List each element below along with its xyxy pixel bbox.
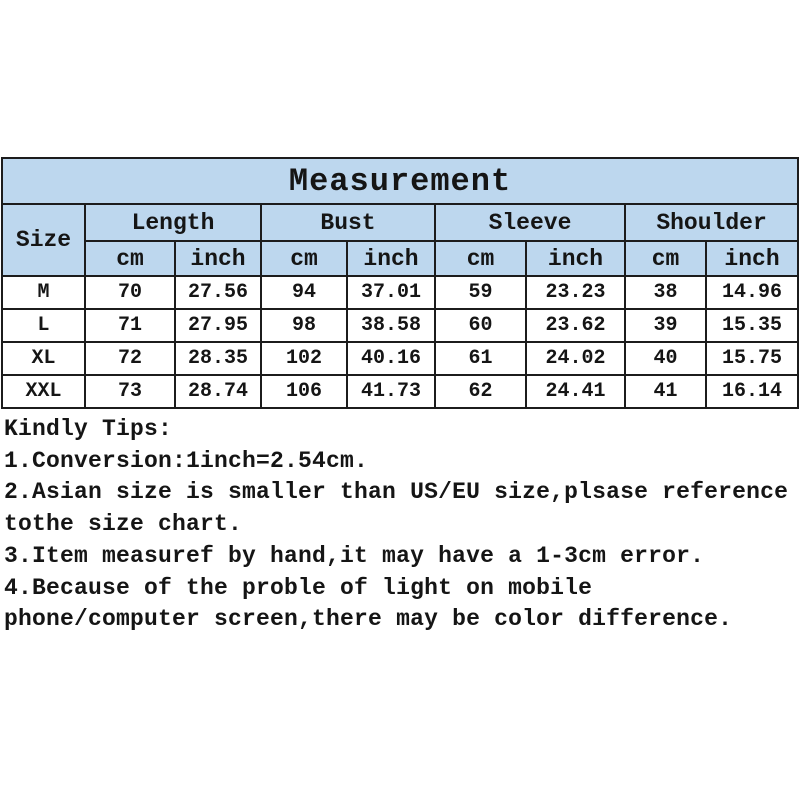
table-group-header-row <box>2 204 798 241</box>
table-cell: 71 <box>85 309 175 342</box>
table-cell: 40 <box>625 342 706 375</box>
unit-header-length-cm: cm <box>85 241 175 276</box>
tip-line: 2.Asian size is smaller than US/EU size,plsase reference <box>4 479 789 506</box>
column-header-size: Size <box>2 204 85 276</box>
table-cell: 61 <box>435 342 526 375</box>
table-cell: 24.41 <box>526 375 625 408</box>
tip-line: 4.Because of the proble of light on mobile <box>4 574 593 601</box>
unit-header-bust-inch: inch <box>347 241 435 276</box>
table-cell: 72 <box>85 342 175 375</box>
table-cell: 15.35 <box>706 309 798 342</box>
table-row-m <box>2 276 798 309</box>
table-cell: 27.56 <box>175 276 261 309</box>
table-row-l <box>2 309 798 342</box>
tip-line: phone/computer screen,there may be color difference. <box>4 606 733 633</box>
table-cell: 16.14 <box>706 375 798 408</box>
size-label: M <box>2 276 85 309</box>
measurement-table <box>1 157 799 409</box>
table-row-xxl <box>2 375 798 408</box>
unit-header-bust-cm: cm <box>261 241 347 276</box>
table-cell: 23.23 <box>526 276 625 309</box>
tip-line: 3.Item measuref by hand,it may have a 1-3cm error. <box>4 542 705 569</box>
table-unit-header-row <box>2 241 798 276</box>
unit-header-shoulder-inch: inch <box>706 241 798 276</box>
column-header-shoulder: Shoulder <box>625 204 798 241</box>
table-cell: 94 <box>261 276 347 309</box>
table-cell: 15.75 <box>706 342 798 375</box>
tip-line: tothe size chart. <box>4 511 243 538</box>
table-cell: 41.73 <box>347 375 435 408</box>
table-cell: 41 <box>625 375 706 408</box>
size-label: L <box>2 309 85 342</box>
column-header-sleeve: Sleeve <box>435 204 625 241</box>
unit-header-sleeve-cm: cm <box>435 241 526 276</box>
table-cell: 106 <box>261 375 347 408</box>
size-label: XXL <box>2 375 85 408</box>
table-cell: 98 <box>261 309 347 342</box>
table-cell: 37.01 <box>347 276 435 309</box>
table-cell: 28.35 <box>175 342 261 375</box>
table-cell: 39 <box>625 309 706 342</box>
table-cell: 38.58 <box>347 309 435 342</box>
table-cell: 59 <box>435 276 526 309</box>
table-cell: 38 <box>625 276 706 309</box>
page-title: Measurement <box>2 158 798 204</box>
tip-line: 1.Conversion:1inch=2.54cm. <box>4 447 369 474</box>
table-cell: 23.62 <box>526 309 625 342</box>
table-cell: 70 <box>85 276 175 309</box>
table-cell: 73 <box>85 375 175 408</box>
table-cell: 40.16 <box>347 342 435 375</box>
table-cell: 62 <box>435 375 526 408</box>
unit-header-length-inch: inch <box>175 241 261 276</box>
kindly-tips-section <box>4 414 796 636</box>
size-label: XL <box>2 342 85 375</box>
column-header-length: Length <box>85 204 261 241</box>
unit-header-shoulder-cm: cm <box>625 241 706 276</box>
table-row-xl <box>2 342 798 375</box>
table-cell: 28.74 <box>175 375 261 408</box>
unit-header-sleeve-inch: inch <box>526 241 625 276</box>
table-title-row <box>2 158 798 204</box>
table-cell: 27.95 <box>175 309 261 342</box>
column-header-bust: Bust <box>261 204 435 241</box>
table-cell: 24.02 <box>526 342 625 375</box>
tips-heading: Kindly Tips: <box>4 416 173 442</box>
table-cell: 14.96 <box>706 276 798 309</box>
table-cell: 102 <box>261 342 347 375</box>
table-cell: 60 <box>435 309 526 342</box>
